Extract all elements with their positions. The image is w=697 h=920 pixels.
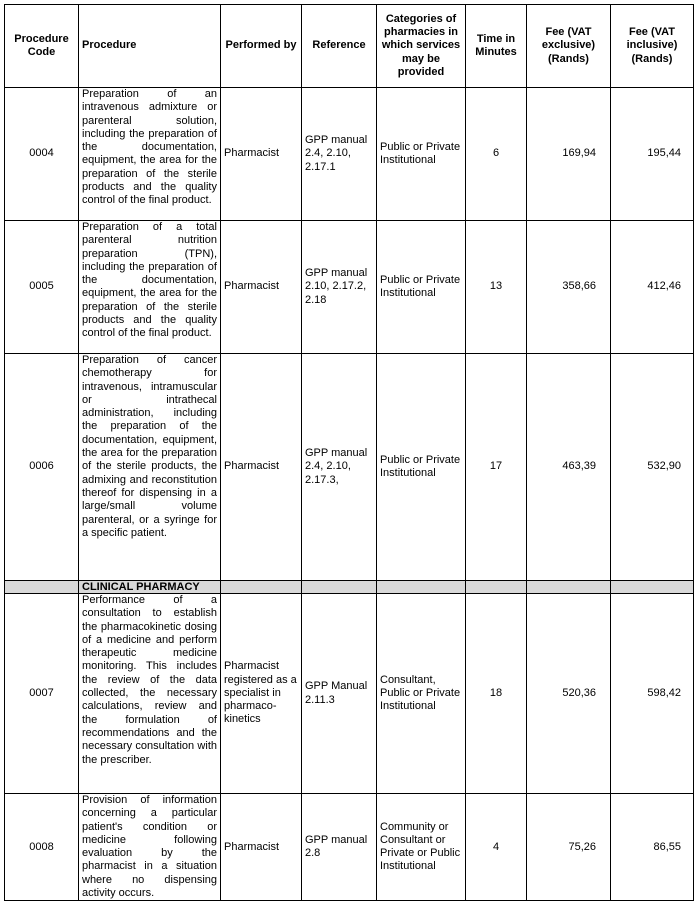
- time-minutes: 13: [466, 221, 527, 354]
- procedure-description: Preparation of cancer chemotherapy for intravenous, intramuscular or intrathecal administration, including the preparation of the documentation, equipment, the area for the preparation of the sterile products, the admixing and reconstitution thereof for dispensing in a large/small volume parenteral, or a syringe for a specific patient.: [79, 354, 221, 581]
- header-fee-exclusive: Fee (VAT exclusive) (Rands): [527, 5, 611, 88]
- table-row: [5, 221, 694, 354]
- header-fee-inclusive: Fee (VAT inclusive) (Rands): [611, 5, 694, 88]
- time-minutes: 6: [466, 88, 527, 221]
- procedure-description: Provision of information concerning a particular patient's condition or medicine following evaluation by the pharmacist in a situation where no dispensing activity occurs.: [79, 794, 221, 901]
- procedure-code: 0004: [5, 88, 79, 221]
- pharmacy-categories: Consultant, Public or Private Institutional: [377, 594, 466, 794]
- tariff-table: [4, 4, 694, 901]
- reference: GPP manual 2.10, 2.17.2, 2.18: [302, 221, 377, 354]
- procedure-description: Preparation of an intravenous admixture or parenteral solution, including the preparation of the documentation, equipment, the area for the preparation of the sterile products and the quality control of the final product.: [79, 88, 221, 221]
- header-procedure: Procedure: [79, 5, 221, 88]
- fee-vat-inclusive: 598,42: [611, 594, 694, 794]
- performed-by: Pharmacist: [221, 354, 302, 581]
- header-time: Time in Minutes: [466, 5, 527, 88]
- header-categories: Categories of pharmacies in which services may be provided: [377, 5, 466, 88]
- section-spacer: [377, 581, 466, 594]
- section-spacer: [611, 581, 694, 594]
- section-spacer: [466, 581, 527, 594]
- performed-by: Pharmacist: [221, 88, 302, 221]
- fee-vat-exclusive: 169,94: [527, 88, 611, 221]
- fee-vat-exclusive: 358,66: [527, 221, 611, 354]
- header-performed-by: Performed by: [221, 5, 302, 88]
- fee-vat-exclusive: 463,39: [527, 354, 611, 581]
- fee-vat-inclusive: 412,46: [611, 221, 694, 354]
- procedure-description: Performance of a consultation to establish the pharmacokinetic dosing of a medicine and perform therapeutic medicine monitoring. This includes the review of the data collected, the necessary calculations, review and the formulation of recommendations and the necessary consultation with the prescriber.: [79, 594, 221, 794]
- table-row: [5, 88, 694, 221]
- reference: GPP manual 2.4, 2.10, 2.17.1: [302, 88, 377, 221]
- section-spacer: [527, 581, 611, 594]
- fee-vat-inclusive: 195,44: [611, 88, 694, 221]
- procedure-code: 0005: [5, 221, 79, 354]
- header-reference: Reference: [302, 5, 377, 88]
- section-spacer: [221, 581, 302, 594]
- header-procedure-code: Procedure Code: [5, 5, 79, 88]
- pharmacy-categories: Public or Private Institutional: [377, 88, 466, 221]
- table-row: [5, 594, 694, 794]
- section-spacer: [5, 581, 79, 594]
- procedure-description: Preparation of a total parenteral nutrition preparation (TPN), including the preparation of the documentation, equipment, the area for the preparation of the sterile products and the quality control of the final product.: [79, 221, 221, 354]
- pharmacy-categories: Public or Private Institutional: [377, 354, 466, 581]
- performed-by: Pharmacist registered as a specialist in pharmaco-kinetics: [221, 594, 302, 794]
- procedure-code: 0007: [5, 594, 79, 794]
- performed-by: Pharmacist: [221, 221, 302, 354]
- reference: GPP manual 2.4, 2.10, 2.17.3,: [302, 354, 377, 581]
- table-row: [5, 354, 694, 581]
- table-row: [5, 794, 694, 901]
- reference: GPP manual 2.8: [302, 794, 377, 901]
- section-spacer: [302, 581, 377, 594]
- fee-vat-exclusive: 75,26: [527, 794, 611, 901]
- fee-vat-inclusive: 86,55: [611, 794, 694, 901]
- section-row: [5, 581, 694, 594]
- pharmacy-categories: Community or Consultant or Private or Public Institutional: [377, 794, 466, 901]
- procedure-code: 0006: [5, 354, 79, 581]
- section-label: CLINICAL PHARMACY: [79, 581, 221, 594]
- time-minutes: 4: [466, 794, 527, 901]
- fee-vat-exclusive: 520,36: [527, 594, 611, 794]
- performed-by: Pharmacist: [221, 794, 302, 901]
- pharmacy-categories: Public or Private Institutional: [377, 221, 466, 354]
- procedure-code: 0008: [5, 794, 79, 901]
- time-minutes: 17: [466, 354, 527, 581]
- time-minutes: 18: [466, 594, 527, 794]
- header-row: [5, 5, 694, 88]
- reference: GPP Manual 2.11.3: [302, 594, 377, 794]
- fee-vat-inclusive: 532,90: [611, 354, 694, 581]
